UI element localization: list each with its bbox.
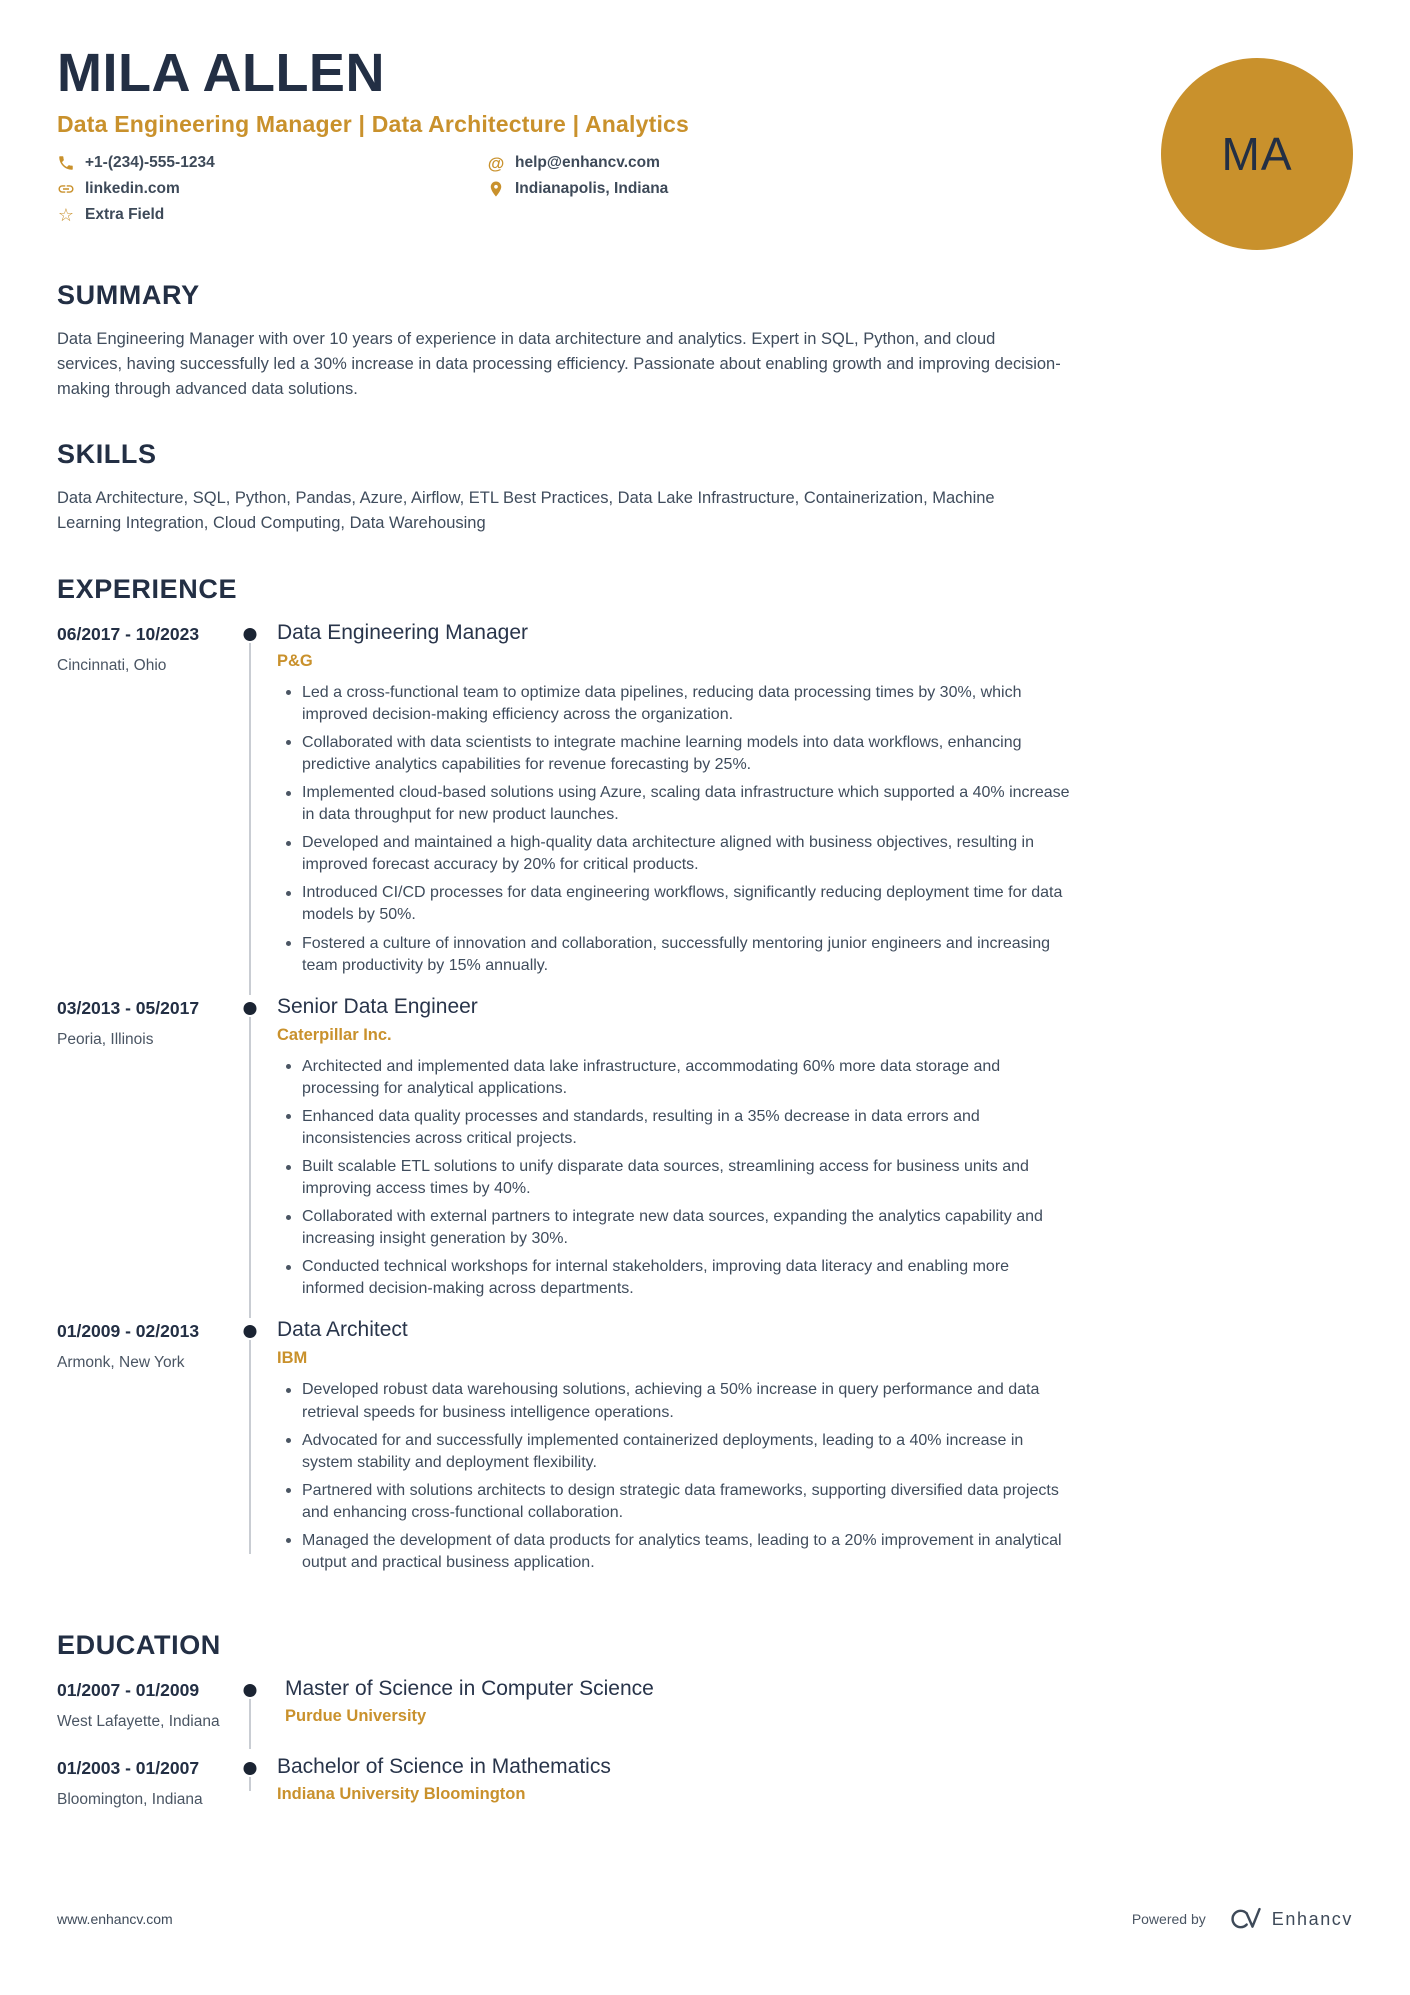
education-entry <box>57 1677 1353 1737</box>
entry-bullets <box>277 1056 1072 1301</box>
entry-body <box>277 1677 1353 1737</box>
entry-company: P&G <box>277 651 313 670</box>
timeline-line <box>249 643 251 995</box>
entry-dates: 03/2013 - 05/2017 <box>57 997 200 1018</box>
bullet-item: Managed the development of data products for analytics teams, leading to a 20% improvement in analytical output and practical business application. <box>277 1530 1072 1574</box>
footer <box>57 1905 1353 1933</box>
bullet-item: Partnered with solutions architects to design strategic data frameworks, supporting diversified data projects and enhancing cross-functional collaboration. <box>277 1480 1072 1524</box>
entry-meta <box>57 621 223 983</box>
entry-body <box>277 621 1353 983</box>
bullet-item: Advocated for and successfully implemented containerized deployments, leading to a 40% increase in system stability and deployment flexibility. <box>277 1430 1072 1474</box>
timeline-dot <box>244 1762 257 1775</box>
bullet-item: Enhanced data quality processes and standards, resulting in a 35% decrease in data errors and inconsistencies across critical projects. <box>277 1106 1072 1150</box>
at-icon: @ <box>487 153 505 173</box>
entry-meta <box>57 1755 223 1815</box>
summary-text: Data Engineering Manager with over 10 years of experience in data architecture and analytics. Expert in SQL, Python, and cloud services, having successfully led a 30% increase in data processing efficiency. Passionate about enabling growth and improving decision-making through advanced data solutions. <box>57 330 1061 398</box>
degree-title: Master of Science in Computer Science <box>285 1677 654 1701</box>
bullet-item: Conducted technical workshops for internal stakeholders, improving data literacy and enabling more informed decision-making across departments. <box>277 1256 1072 1300</box>
entry-company: Caterpillar Inc. <box>277 1025 392 1044</box>
powered-by <box>1132 1905 1353 1933</box>
entry-body <box>277 1755 1353 1815</box>
school-name: Indiana University Bloomington <box>277 1785 526 1804</box>
entry-dates: 01/2009 - 02/2013 <box>57 1321 200 1342</box>
education-heading: EDUCATION <box>57 1630 221 1661</box>
timeline-cell <box>223 995 277 1307</box>
degree-title: Bachelor of Science in Mathematics <box>277 1755 611 1779</box>
timeline-cell <box>223 1755 277 1815</box>
extra-field-item[interactable] <box>57 206 477 224</box>
timeline-cell <box>223 1677 277 1737</box>
enhancv-logo-icon <box>1220 1905 1264 1933</box>
bullet-item: Implemented cloud-based solutions using Azure, scaling data infrastructure which supported a 40% increase in data throughput for new product launches. <box>277 782 1072 826</box>
enhancv-brand[interactable] <box>1220 1905 1353 1933</box>
entry-meta <box>57 1677 223 1737</box>
footer-url[interactable]: www.enhancv.com <box>57 1911 173 1927</box>
entry-title: Data Architect <box>277 1318 408 1342</box>
education-entry <box>57 1755 1353 1815</box>
bullet-item: Collaborated with external partners to integrate new data sources, expanding the analytics capability and increasing insight generation by 30%. <box>277 1206 1072 1250</box>
entry-meta <box>57 1318 223 1580</box>
timeline-dot <box>244 1325 257 1338</box>
powered-by-label: Powered by <box>1131 1911 1206 1927</box>
bullet-item: Collaborated with data scientists to integrate machine learning models into data workflows, enhancing predictive analytics capabilities for revenue forecasting by 25%. <box>277 732 1072 776</box>
star-icon: ☆ <box>57 205 75 226</box>
experience-heading: EXPERIENCE <box>57 573 238 604</box>
entry-bullets <box>277 1379 1072 1574</box>
entry-location: Bloomington, Indiana <box>57 1791 203 1809</box>
entry-location: Peoria, Illinois <box>57 1030 154 1048</box>
entry-meta <box>57 995 223 1307</box>
phone-item[interactable] <box>57 154 477 172</box>
enhancv-wordmark: Enhancv <box>1271 1908 1353 1929</box>
entry-dates: 01/2007 - 01/2009 <box>57 1680 200 1701</box>
school-name: Purdue University <box>285 1707 427 1726</box>
entry-title: Senior Data Engineer <box>277 994 478 1018</box>
entry-body <box>277 995 1353 1307</box>
timeline-dot <box>244 1684 257 1697</box>
email-text: help@enhancv.com <box>515 154 660 172</box>
bullet-item: Developed and maintained a high-quality data architecture aligned with business objectives, resulting in improved forecast accuracy by 20% for critical products. <box>277 832 1072 876</box>
section-education <box>57 1630 1353 1833</box>
contact-list <box>57 154 1161 224</box>
experience-entry <box>57 621 1353 983</box>
skills-text: Data Architecture, SQL, Python, Pandas, Azure, Airflow, ETL Best Practices, Data Lake Infrastructure, Containerization, Machine Learning Integration, Cloud Computing, Data Warehousing <box>57 489 995 532</box>
timeline-dot <box>244 628 257 641</box>
section-experience <box>57 574 1353 1592</box>
person-name: MILA ALLEN <box>57 43 385 103</box>
avatar-initials: MA <box>1221 128 1293 180</box>
timeline-cell <box>223 621 277 983</box>
entry-dates: 06/2017 - 10/2023 <box>57 623 200 644</box>
entry-company: IBM <box>277 1349 308 1368</box>
header <box>57 43 1353 250</box>
entry-body <box>277 1318 1353 1580</box>
entry-bullets <box>277 682 1072 977</box>
entry-title: Data Engineering Manager <box>277 620 528 644</box>
entry-location: Cincinnati, Ohio <box>57 656 167 674</box>
bullet-item: Developed robust data warehousing solutions, achieving a 50% increase in query performance and data retrieval speeds for business intelligence operations. <box>277 1379 1072 1423</box>
timeline-dot <box>244 1002 257 1015</box>
linkedin-item[interactable] <box>57 180 477 198</box>
section-summary <box>57 280 1353 401</box>
phone-text: +1-(234)-555-1234 <box>85 154 215 172</box>
email-item[interactable] <box>487 154 668 172</box>
header-identity <box>57 43 1161 226</box>
skills-heading: SKILLS <box>57 439 157 470</box>
bullet-item: Fostered a culture of innovation and collaboration, successfully mentoring junior engineers and increasing team productivity by 15% annually. <box>277 933 1072 977</box>
bullet-item: Introduced CI/CD processes for data engineering workflows, significantly reducing deployment time for data models by 50%. <box>277 882 1072 926</box>
timeline-line <box>249 1777 251 1791</box>
timeline-line <box>249 1699 251 1749</box>
phone-icon <box>57 154 75 172</box>
linkedin-text: linkedin.com <box>85 180 180 198</box>
experience-entry <box>57 1318 1353 1580</box>
experience-entry <box>57 995 1353 1307</box>
location-item <box>487 180 668 198</box>
link-icon <box>57 180 75 198</box>
timeline-line <box>249 1340 251 1554</box>
entry-dates: 01/2003 - 01/2007 <box>57 1758 200 1779</box>
entry-location: West Lafayette, Indiana <box>57 1713 220 1731</box>
bullet-item: Built scalable ETL solutions to unify disparate data sources, streamlining access for business units and improving access times by 40%. <box>277 1156 1072 1200</box>
person-headline: Data Engineering Manager | Data Architecture | Analytics <box>57 111 690 138</box>
timeline-line <box>249 1017 251 1319</box>
extra-field-text: Extra Field <box>85 206 165 224</box>
entry-location: Armonk, New York <box>57 1354 185 1372</box>
section-skills <box>57 439 1353 536</box>
summary-heading: SUMMARY <box>57 280 200 310</box>
avatar <box>1161 58 1353 250</box>
bullet-item: Architected and implemented data lake infrastructure, accommodating 60% more data storage and processing for analytical applications. <box>277 1056 1072 1100</box>
location-pin-icon <box>487 180 505 198</box>
bullet-item: Led a cross-functional team to optimize data pipelines, reducing data processing times by 30%, which improved decision-making efficiency across the organization. <box>277 682 1072 726</box>
timeline-cell <box>223 1318 277 1580</box>
location-text: Indianapolis, Indiana <box>515 180 669 198</box>
